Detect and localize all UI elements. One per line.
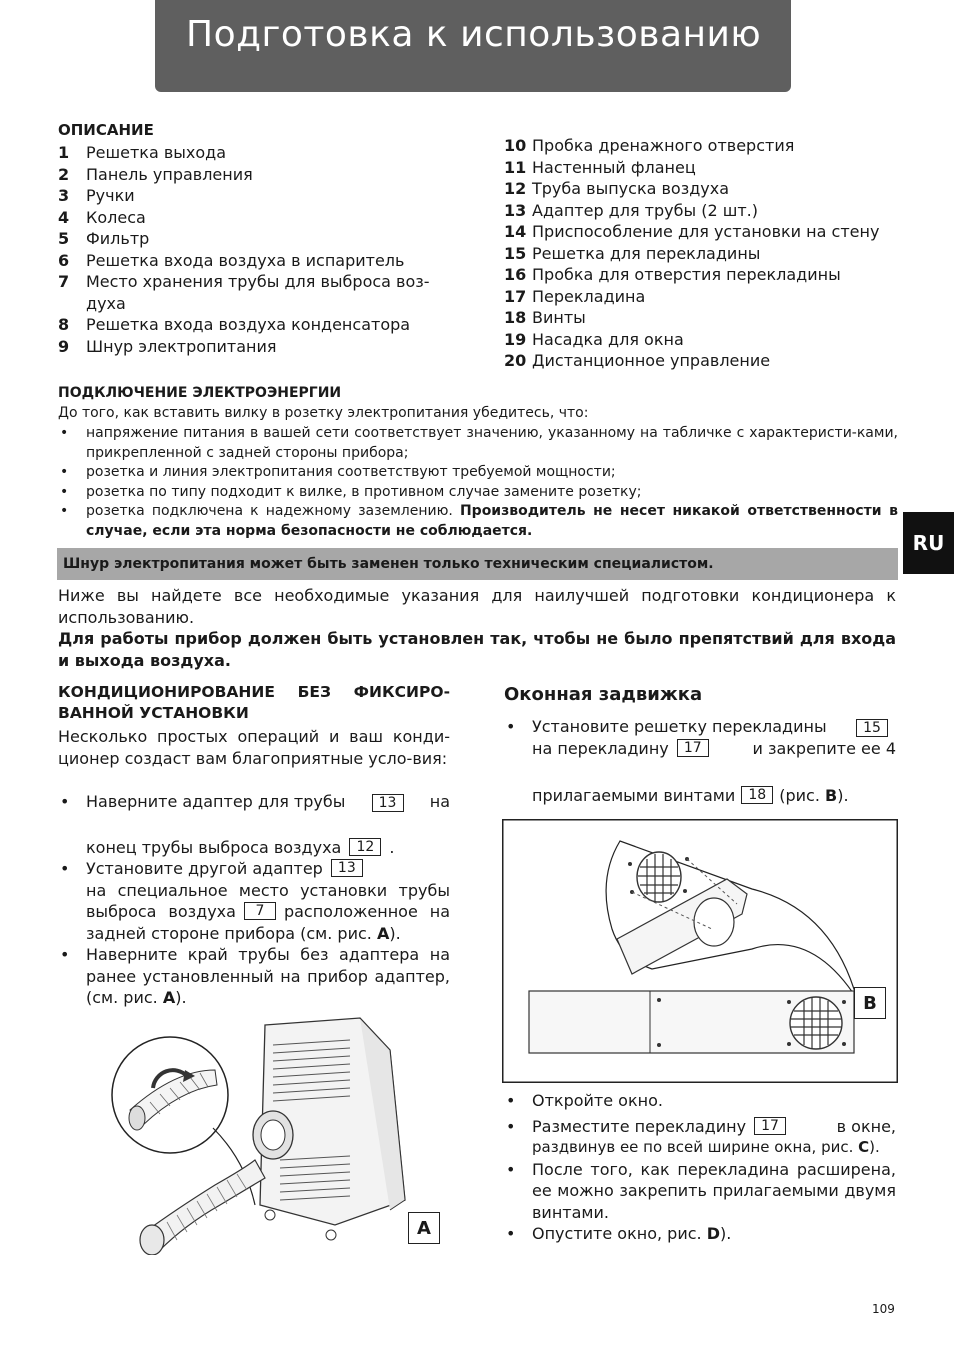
description-list-left: [58, 142, 453, 357]
part-ref: 12: [349, 838, 381, 856]
list-item: 17 Перекладина: [504, 286, 646, 306]
right-section-heading: Оконная задвижка: [504, 684, 703, 705]
list-item: 13 Адаптер для трубы (2 шт.): [504, 200, 759, 220]
list-item: • Установите решетку перекладины 15 на перекладину 17 и закрепите ее 4 прилагаемыми винтами 18 (рис. B).: [504, 716, 896, 807]
list-item: 6 Решетка входа воздуха в испаритель: [58, 250, 405, 270]
warning-bar: Шнур электропитания может быть заменен только техническим специалистом.: [57, 548, 898, 580]
left-section-steps: [58, 791, 450, 1009]
part-ref: 17: [754, 1117, 786, 1135]
list-item: • Опустите окно, рис. D).: [504, 1223, 896, 1245]
list-item: • розетка по типу подходит к вилке, в противном случае замените розетку;: [58, 483, 898, 503]
list-item: 5 Фильтр: [58, 229, 150, 248]
electric-heading: ПОДКЛЮЧЕНИЕ ЭЛЕКТРОЭНЕРГИИ: [58, 385, 342, 401]
electric-lead: До того, как вставить вилку в розетку электропитания убедитесь, что:: [58, 405, 589, 421]
list-item: • розетка и линия электропитания соответствуют требуемой мощности;: [58, 463, 898, 483]
page-number: 109: [872, 1302, 895, 1316]
list-item: 16 Пробка для отверстия перекладины: [504, 265, 841, 284]
list-item: 18 Винты: [504, 308, 586, 327]
part-ref: 17: [677, 739, 709, 757]
list-item: 3 Ручки: [58, 186, 135, 205]
list-item: • Установите другой адаптер 13 на специальное место установки трубы выброса воздуха 7 расположенное на задней стороне прибора (см. рис. A).: [58, 858, 450, 944]
list-item: • напряжение питания в вашей сети соответствует значению, указанному на табличке с характеристи-ками, прикрепленной с задней стороны прибора;: [58, 424, 898, 463]
list-item: 15 Решетка для перекладины: [504, 243, 761, 263]
description-heading: ОПИСАНИЕ: [58, 121, 154, 139]
list-item: 11 Настенный фланец: [504, 157, 696, 177]
part-ref: 7: [244, 902, 276, 920]
list-item: 12 Труба выпуска воздуха: [504, 179, 730, 198]
list-item: • Наверните адаптер для трубы 13 на конец трубы выброса воздуха 12 .: [58, 791, 450, 858]
intro-text: Ниже вы найдете все необходимые указания для наилучшей подготовки кондиционера к использованию. Для работы прибор должен быть установлен так, чтобы не было препятствий для входа и выхода воздуха.: [58, 586, 896, 670]
list-item: 4 Колеса: [58, 207, 146, 227]
figure-a-label: A: [408, 1212, 440, 1244]
figure-b-illustration: [502, 819, 898, 1083]
electric-bullets: [58, 424, 898, 541]
right-section-steps-bottom: [504, 1090, 896, 1245]
figure-a-illustration: [105, 1010, 450, 1255]
list-item: • Разместите перекладину 17 в окне, раздвинув ее по всей ширине окна, рис. C).: [504, 1116, 896, 1159]
page-title: Подготовка к использованию: [186, 14, 762, 55]
list-item: 8 Решетка входа воздуха конденсатора: [58, 315, 411, 334]
list-item: 2 Панель управления: [58, 164, 253, 184]
left-section-heading: КОНДИЦИОНИРОВАНИЕ БЕЗ ФИКСИРО-ВАННОЙ УСТАНОВКИ: [58, 683, 450, 722]
list-item: • Наверните край трубы без адаптера на ранее установленный на прибор адаптер, (см. рис. A).: [58, 944, 450, 1009]
list-item: 7 Место хранения трубы для выброса воз-духа: [58, 272, 430, 313]
part-ref: 15: [856, 719, 888, 737]
list-item: 20 Дистанционное управление: [504, 351, 771, 370]
part-ref: 13: [331, 859, 363, 877]
figure-b-label: B: [854, 987, 886, 1019]
language-tab: RU: [903, 512, 954, 574]
left-section-lead: Несколько простых операций и ваш конди-ционер создаст вам благоприятные усло-вия:: [58, 727, 450, 768]
part-ref: 13: [372, 794, 404, 812]
list-item: 19 Насадка для окна: [504, 329, 684, 349]
right-section-steps-top: [504, 716, 896, 807]
description-list-right: [504, 135, 904, 372]
list-item: 9 Шнур электропитания: [58, 336, 277, 356]
list-item: • розетка подключена к надежному заземлению. Производитель не несет никакой ответственности в случае, если эта норма безопасности не соблюдается.: [58, 502, 898, 541]
list-item: • Откройте окно.: [504, 1090, 896, 1112]
list-item: 14 Приспособление для установки на стену: [504, 222, 880, 241]
part-ref: 18: [741, 786, 773, 804]
list-item: 1 Решетка выхода: [58, 143, 227, 162]
list-item: 10 Пробка дренажного отверстия: [504, 136, 795, 155]
list-item: • После того, как перекладина расширена, ее можно закрепить прилагаемыми двумя винтами.: [504, 1159, 896, 1224]
